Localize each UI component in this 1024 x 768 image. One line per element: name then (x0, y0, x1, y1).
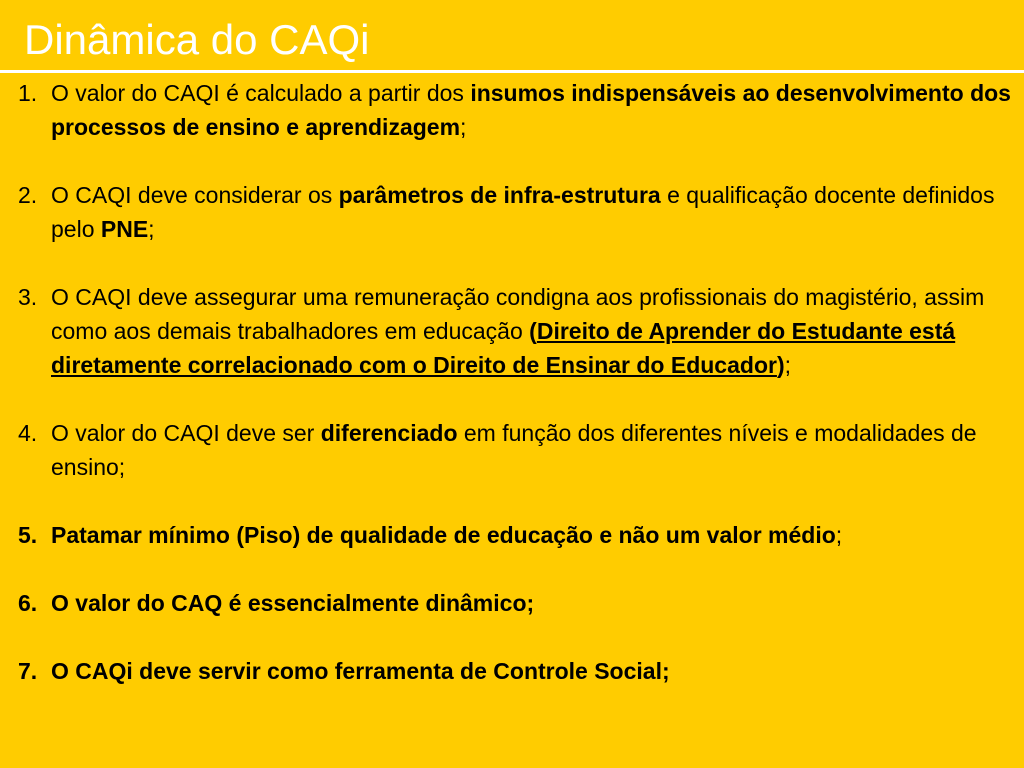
item-text-segment: O CAQI deve considerar os (51, 182, 339, 208)
item-number: 5. (18, 522, 38, 548)
item-text-segment: O valor do CAQI deve ser (51, 420, 321, 446)
list-item-3 (18, 280, 1014, 382)
item-text (51, 420, 977, 480)
item-text (51, 522, 842, 548)
list-item-5 (18, 518, 1014, 552)
item-text-segment: ; (148, 216, 155, 242)
item-bold-segment: diferenciado (320, 420, 458, 446)
item-text-segment: O CAQI deve assegurar uma remuneração condigna aos profissionais do magistério, assim como aos demais trabalhadores em educação (51, 284, 985, 344)
list-item-4 (18, 416, 1014, 484)
item-bold-segment: Patamar mínimo (Piso) de qualidade de educação e não um valor médio (51, 522, 836, 548)
item-text (51, 182, 994, 242)
item-text-segment: ; (835, 522, 843, 548)
item-bold-segment: O CAQi deve servir como ferramenta de Controle Social; (51, 658, 670, 684)
item-number: 2. (18, 182, 38, 208)
item-number: 1. (18, 80, 38, 106)
item-text (51, 658, 670, 684)
title-divider (0, 70, 1024, 73)
item-bold-segment: parâmetros de infra-estrutura (338, 182, 661, 208)
item-text-segment: em função dos diferentes níveis e modalidades de ensino; (51, 420, 977, 480)
item-text (51, 80, 1011, 140)
slide-title: Dinâmica do CAQi (24, 16, 370, 63)
item-underlined-segment: Direito de Aprender do Estudante está diretamente correlacionado com o Direito de Ensinar do Educador (51, 318, 956, 378)
item-text-segment: ; (460, 114, 467, 140)
item-bold-segment: PNE (100, 216, 149, 242)
list-item-6 (18, 586, 1014, 620)
item-bold-segment: insumos indispensáveis ao desenvolvimento dos processos de ensino e aprendizagem (51, 80, 1011, 140)
list-item-7 (18, 654, 1014, 688)
item-number: 7. (18, 658, 38, 684)
item-number: 4. (18, 420, 38, 446)
item-text-segment: O valor do CAQI é calculado a partir dos (51, 80, 471, 106)
principles-list (18, 76, 1014, 688)
item-text-segment: ; (784, 352, 791, 378)
list-item-2 (18, 178, 1014, 246)
item-bold-segment: ) (776, 352, 785, 378)
item-text (51, 590, 534, 616)
list-item-1 (18, 76, 1014, 144)
item-bold-segment: O valor do CAQ é essencialmente dinâmico; (51, 590, 535, 616)
item-number: 3. (18, 284, 38, 310)
item-text (51, 284, 984, 378)
item-text-segment: e qualificação docente definidos pelo (51, 182, 995, 242)
item-bold-segment: ( (529, 318, 537, 344)
item-number: 6. (18, 590, 38, 616)
